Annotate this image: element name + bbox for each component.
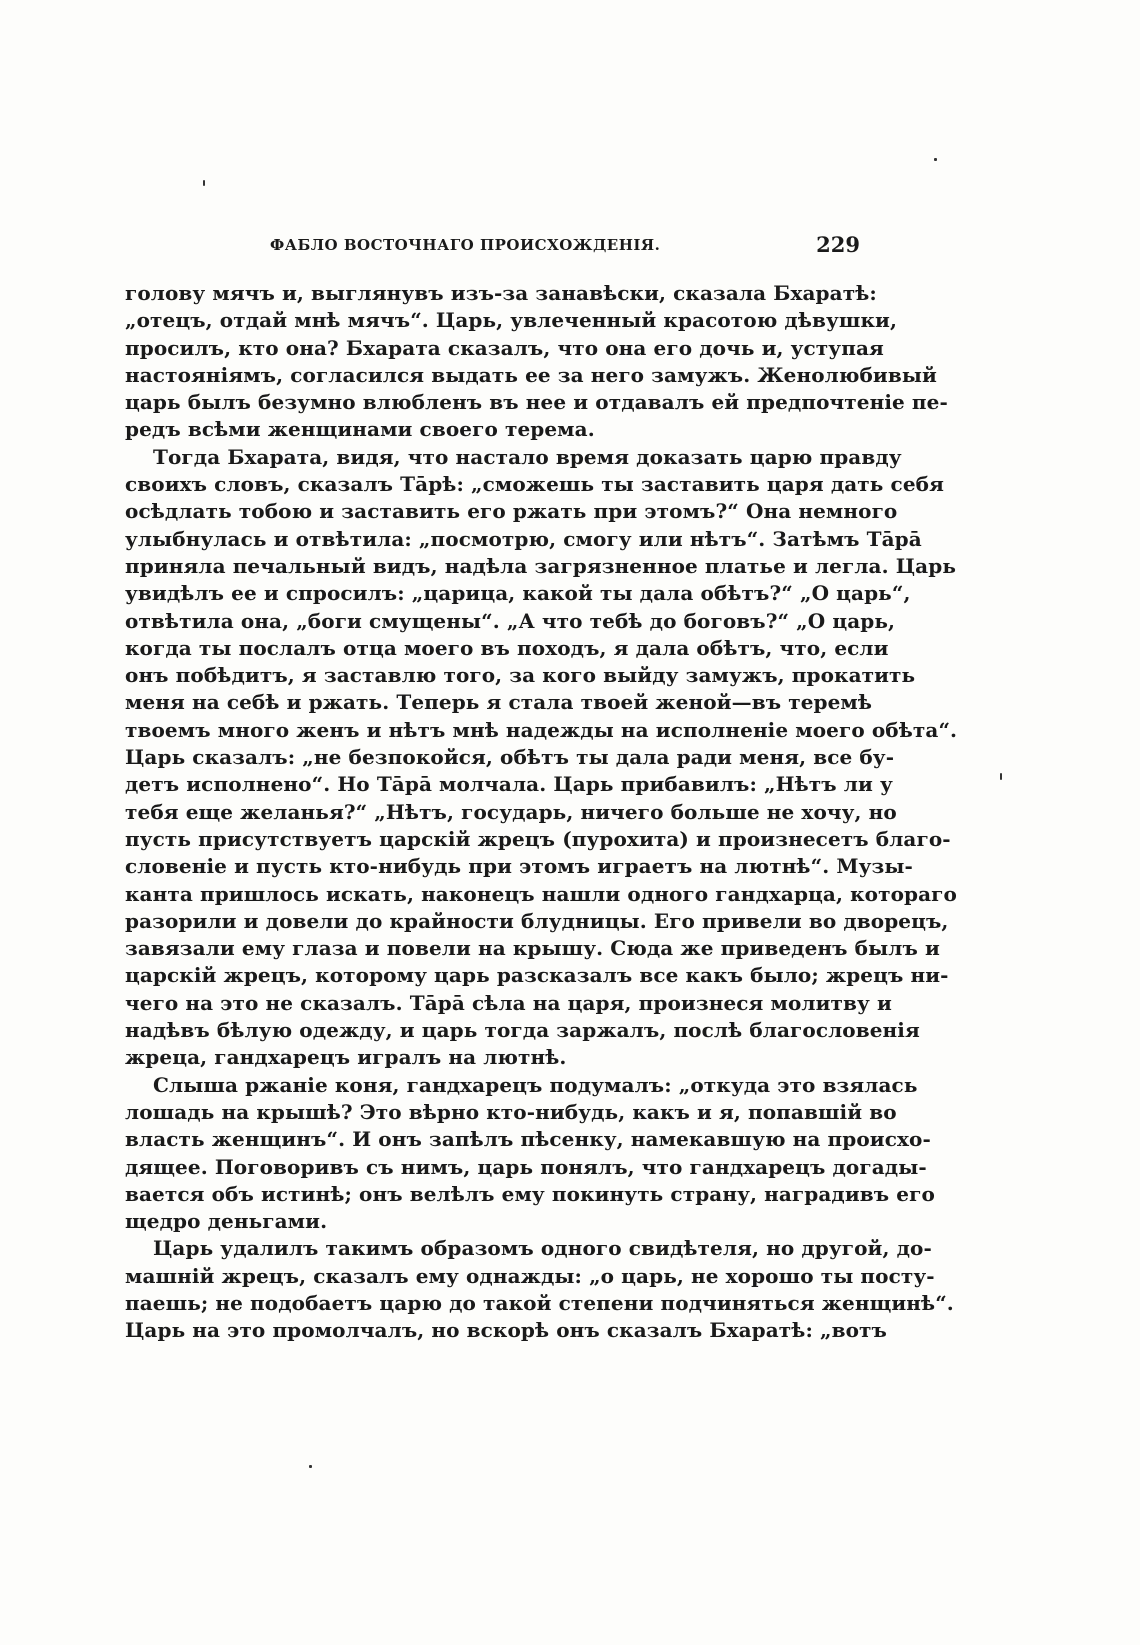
text-line: дящее. Поговоривъ съ нимъ, царь понялъ, что гандхарецъ догады- [125,1154,927,1179]
text-line: жреца, гандхарецъ игралъ на лютнѣ. [125,1045,567,1070]
running-head [270,232,860,262]
paragraph [125,280,948,444]
paragraph [125,1235,954,1344]
text-line: Царь сказалъ: „не безпокойся, обѣтъ ты дала ради меня, все бу- [125,745,895,770]
text-line: улыбнулась и отвѣтила: „посмотрю, смогу или нѣтъ“. Затѣмъ Тāрā [125,526,922,551]
text-line: „отецъ, отдай мнѣ мячъ“. Царь, увлеченный красотою дѣвушки, [125,308,898,333]
text-line: машній жрецъ, сказалъ ему однажды: „о царь, не хорошо ты посту- [125,1263,935,1288]
text-line: тебя еще желанья?“ „Нѣтъ, государь, ничего больше не хочу, но [125,799,897,824]
text-line: лошадь на крышѣ? Это вѣрно кто-нибудь, какъ и я, попавшій во [125,1099,897,1124]
text-line: власть женщинъ“. И онъ запѣлъ пѣсенку, намекавшую на происхо- [125,1127,931,1152]
text-line: вается объ истинѣ; онъ велѣлъ ему покинуть страну, наградивъ его [125,1181,935,1206]
text-line: когда ты послалъ отца моего въ походъ, я дала обѣтъ, что, если [125,635,889,660]
text-line: онъ побѣдитъ, я заставлю того, за кого выйду замужъ, прокатить [125,663,916,688]
paragraph [125,444,958,1072]
text-line: меня на себѣ и ржать. Теперь я стала твоей женой—въ теремѣ [125,690,873,715]
text-line: детъ исполнено“. Но Тāрā молчала. Царь прибавилъ: „Нѣтъ ли у [125,772,893,797]
text-line: Слыша ржаніе коня, гандхарецъ подумалъ: „откуда это взялась [153,1072,918,1097]
text-line: завязали ему глаза и повели на крышу. Сюда же приведенъ былъ и [125,936,940,961]
text-line: пусть присутствуетъ царскій жрецъ (пурохита) и произнесетъ благо- [125,826,951,851]
text-line: Царь на это промолчалъ, но вскорѣ онъ сказалъ Бхаратѣ: „вотъ [125,1318,887,1343]
text-line: приняла печальный видъ, надѣла загрязненное платье и легла. Царь [125,553,956,578]
text-line: редъ всѣми женщинами своего терема. [125,417,595,442]
text-line: разорили и довели до крайности блудницы. Его привели во дворецъ, [125,908,949,933]
text-line: паешь; не подобаетъ царю до такой степени подчиняться женщинѣ“. [125,1290,954,1315]
ink-speck [1000,773,1002,780]
text-line: голову мячъ и, выглянувъ изъ-за занавѣски, сказала Бхаратѣ: [125,281,877,305]
text-line: царь былъ безумно влюбленъ въ нее и отдавалъ ей предпочтеніе пе- [125,390,948,415]
text-line: своихъ словъ, сказалъ Тāрѣ: „сможешь ты заставить царя дать себя [125,472,944,497]
body-text [125,280,958,1345]
text-line: Тогда Бхарата, видя, что настало время доказать царю правду [153,444,902,469]
text-line: словеніе и пусть кто-нибудь при этомъ играетъ на лютнѣ“. Музы- [125,854,913,879]
ink-speck [203,180,205,186]
page-number: 229 [816,232,860,257]
text-line: щедро деньгами. [125,1209,328,1234]
paragraph [125,1072,935,1236]
text-line: надѣвъ бѣлую одежду, и царь тогда заржалъ, послѣ благословенія [125,1018,920,1043]
text-line: чего на это не сказалъ. Тāрā сѣла на царя, произнеся молитву и [125,990,892,1015]
text-line: Царь удалилъ такимъ образомъ одного свидѣтеля, но другой, до- [153,1236,932,1261]
text-line: осѣдлать тобою и заставить его ржать при этомъ?“ Она немного [125,499,898,524]
text-line: просилъ, кто она? Бхарата сказалъ, что она его дочь и, уступая [125,335,884,360]
ink-speck [309,1465,312,1468]
text-line: канта пришлось искать, наконецъ нашли одного гандхарца, котораго [125,881,957,906]
text-line: царскій жрецъ, которому царь разсказалъ все какъ было; жрецъ ни- [125,963,949,988]
text-line: настояніямъ, согласился выдать ее за него замужъ. Женолюбивый [125,362,937,387]
text-line: отвѣтила она, „боги смущены“. „А что тебѣ до боговъ?“ „О царь, [125,608,896,633]
text-line: увидѣлъ ее и спросилъ: „царица, какой ты дала обѣтъ?“ „О царь“, [125,581,911,606]
ink-speck [934,158,937,161]
text-line: твоемъ много женъ и нѣтъ мнѣ надежды на исполненіе моего обѣта“. [125,717,958,742]
running-title: ФАБЛО ВОСТОЧНАГО ПРОИСХОЖДЕНІЯ. [270,236,661,254]
